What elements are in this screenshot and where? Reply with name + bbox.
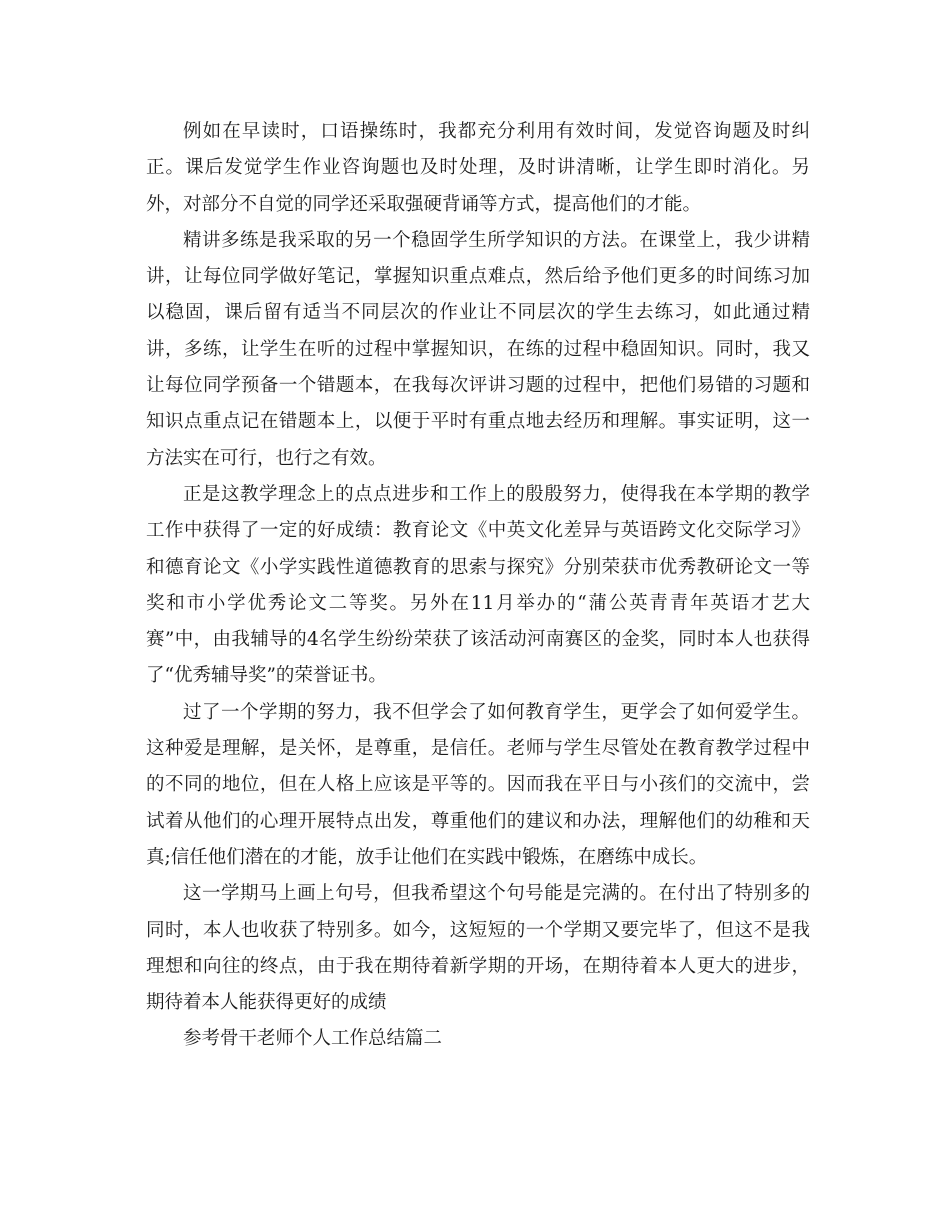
paragraph-5: 这一学期马上画上句号，但我希望这个句号能是完满的。在付出了特别多的同时，本人也收获了特别多。如今，这短短的一个学期又要完毕了，但这不是我理想和向往的终点，由于我在期待着新学期的开场，在期待着本人更大的进步，期待着本人能获得更好的成绩 xyxy=(146,883,810,1014)
paragraph-2: 精讲多练是我采取的另一个稳固学生所学知识的方法。在课堂上，我少讲精讲，让每位同学做好笔记，掌握知识重点难点，然后给予他们更多的时间练习加以稳固，课后留有适当不同层次的作业让不同层次的学生去练习，如此通过精讲，多练，让学生在听的过程中掌握知识，在练的过程中稳固知识。同时，我又让每位同学预备一个错题本，在我每次评讲习题的过程中，把他们易错的习题和知识点重点记在错题本上，以便于平时有重点地去经历和理解。事实证明，这一方法实在可行，也行之有效。 xyxy=(146,229,810,469)
document-body xyxy=(146,114,810,1058)
paragraph-4: 过了一个学期的努力，我不但学会了如何教育学生，更学会了如何爱学生。这种爱是理解，是关怀，是尊重，是信任。老师与学生尽管处在教育教学过程中的不同的地位，但在人格上应该是平等的。因而我在平日与小孩们的交流中，尝试着从他们的心理开展特点出发，尊重他们的建议和办法，理解他们的幼稚和天真;信任他们潜在的才能，放手让他们在实践中锻炼，在磨练中成长。 xyxy=(146,701,810,868)
paragraph-3: 正是这教学理念上的点点进步和工作上的殷殷努力，使得我在本学期的教学工作中获得了一定的好成绩：教育论文《中英文化差异与英语跨文化交际学习》和德育论文《小学实践性道德教育的思索与探究》分别荣获市优秀教研论文一等奖和市小学优秀论文二等奖。另外在11月举办的“蒲公英青青年英语才艺大赛”中，由我辅导的4名学生纷纷荣获了该活动河南赛区的金奖，同时本人也获得了“优秀辅导奖”的荣誉证书。 xyxy=(146,483,810,687)
paragraph-1: 例如在早读时，口语操练时，我都充分利用有效时间，发觉咨询题及时纠正。课后发觉学生作业咨询题也及时处理，及时讲清晰，让学生即时消化。另外，对部分不自觉的同学还采取强硬背诵等方式，提高他们的才能。 xyxy=(146,121,810,215)
section-heading: 参考骨干老师个人工作总结篇二 xyxy=(183,1028,443,1050)
